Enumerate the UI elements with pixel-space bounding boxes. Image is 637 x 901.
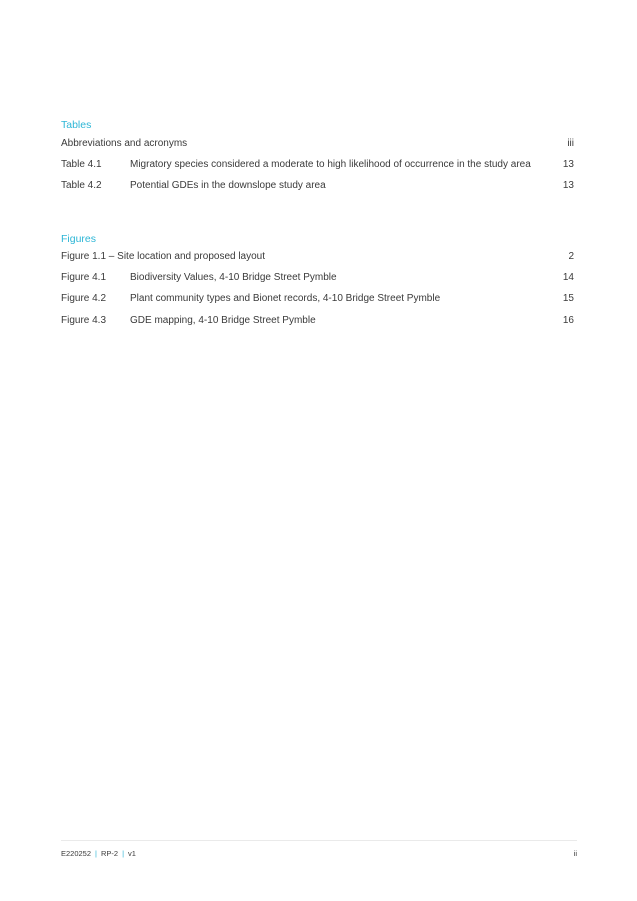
document-id: E220252 [61, 849, 92, 858]
footer-separator: | [122, 849, 125, 858]
list-item[interactable] [61, 250, 574, 264]
entry-label: Figure 4.2 [61, 293, 107, 304]
entry-page-number: 16 [562, 315, 574, 326]
entry-label: Figure 4.1 [61, 272, 107, 283]
entry-label: Table 4.2 [61, 180, 102, 191]
entry-page-number: 13 [562, 159, 574, 170]
tables-heading: Tables [61, 119, 92, 131]
entry-page-number: iii [567, 138, 574, 149]
footer-divider [61, 840, 577, 841]
version-label: v1 [128, 849, 136, 858]
footer-separator: | [95, 849, 97, 858]
list-item[interactable] [61, 158, 574, 172]
page-footer [61, 848, 577, 860]
list-item[interactable] [61, 179, 574, 193]
list-item[interactable] [61, 271, 574, 285]
entry-title: GDE mapping, 4-10 Bridge Street Pymble [130, 315, 316, 326]
list-item[interactable] [61, 314, 574, 328]
list-item[interactable] [61, 137, 574, 151]
figures-heading: Figures [61, 233, 97, 245]
entry-page-number: 13 [562, 180, 574, 191]
entry-title: Migratory species considered a moderate to high likelihood of occurrence in the study area [130, 159, 531, 170]
list-item[interactable] [61, 292, 574, 306]
entry-title: Plant community types and Bionet records, 4-10 Bridge Street Pymble [130, 293, 441, 304]
entry-title: Biodiversity Values, 4-10 Bridge Street Pymble [130, 272, 337, 283]
report-id: RP-2 [100, 849, 119, 858]
entry-page-number: 2 [568, 251, 574, 262]
entry-label: Table 4.1 [61, 159, 102, 170]
entry-label: Figure 4.3 [61, 315, 107, 326]
entry-label: Figure 1.1 – Site location and proposed layout [61, 251, 266, 262]
entry-title: Potential GDEs in the downslope study area [130, 180, 326, 191]
entry-page-number: 14 [562, 272, 574, 283]
entry-label: Abbreviations and acronyms [61, 138, 188, 149]
entry-page-number: 15 [562, 293, 574, 304]
page-number: ii [573, 849, 577, 858]
